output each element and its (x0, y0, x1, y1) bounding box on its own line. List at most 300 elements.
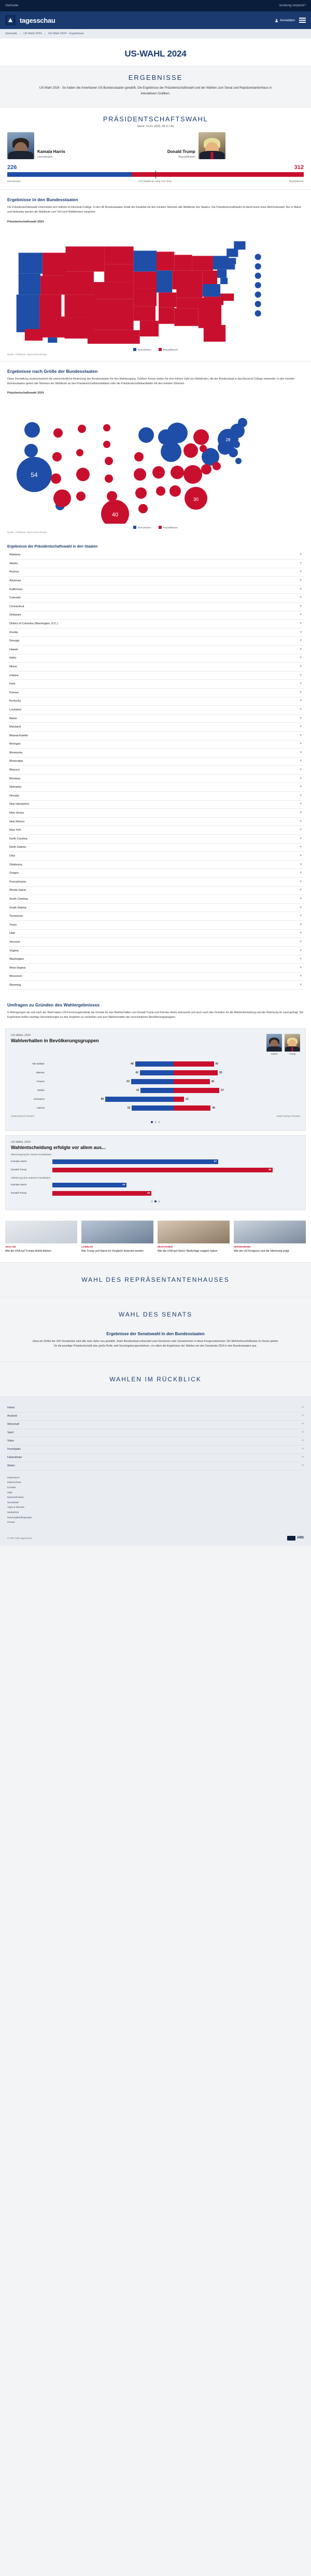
survey2-bar-category: Kamala Harris (11, 1160, 27, 1164)
senate-section-heading: WAHL DES SENATS (0, 1297, 311, 1332)
state-accordion-row[interactable] (7, 947, 304, 956)
footer-section-row[interactable] (7, 1421, 304, 1429)
state-accordion-label: South Dakota (9, 906, 26, 909)
carousel-dots[interactable] (11, 1121, 300, 1123)
chevron-down-icon: ˅ (302, 1464, 304, 1468)
footer-section-list[interactable] (7, 1404, 304, 1471)
state-accordion-label: Wisconsin (9, 975, 22, 978)
breadcrumb-sep-1: › (44, 32, 46, 35)
survey-bar-row (11, 1078, 300, 1085)
chevron-down-icon: ˅ (302, 1448, 304, 1451)
footer-link-list[interactable] (7, 1471, 304, 1532)
state-accordion-row[interactable] (7, 818, 304, 827)
survey-bar-right (174, 1097, 300, 1102)
state-accordion-row[interactable] (7, 887, 304, 895)
chevron-down-icon: ˅ (302, 1439, 304, 1443)
state-accordion-label: Oklahoma (9, 863, 22, 866)
state-accordion-row[interactable] (7, 723, 304, 732)
survey-bar-left-value: 48 (131, 1062, 134, 1066)
candidate-row (0, 128, 311, 159)
state-accordion-row[interactable] (7, 697, 304, 706)
state-accordion-row[interactable] (7, 611, 304, 620)
chevron-down-icon: ˅ (300, 777, 302, 780)
electoral-votes-republican: 312 (294, 164, 304, 171)
state-accordion-row[interactable] (7, 715, 304, 723)
state-accordion-label: Utah (9, 932, 16, 935)
survey-bar-zone (47, 1061, 300, 1067)
us-choropleth-svg[interactable] (7, 226, 304, 346)
legend-majority-note: 270 Wahlleute nötig zum Sieg (138, 180, 172, 183)
survey-bar-left-value: 53 (126, 1080, 130, 1084)
survey-bar-right-fill (174, 1105, 210, 1111)
ard-logo[interactable] (287, 1536, 304, 1541)
state-accordion-label: Minnesota (9, 751, 22, 754)
survey-card1-bars (11, 1060, 300, 1112)
state-accordion-label: Missouri (9, 768, 20, 772)
footer-bottom (0, 1532, 311, 1546)
state-accordion-row[interactable] (7, 620, 304, 628)
survey-bar-category: Männer (36, 1071, 45, 1074)
state-accordion-row[interactable] (7, 740, 304, 749)
map1-label: Präsidentschaftswahl 2024 (7, 220, 44, 223)
survey-bar-left-value: 85 (101, 1098, 104, 1101)
footer-section-label: Ausland (7, 1415, 17, 1418)
results-section-heading: ERGEBNISSE (0, 65, 311, 86)
footer-link[interactable]: Impressum (7, 1476, 20, 1479)
article-teaser[interactable] (234, 1221, 306, 1253)
avatar-harris (7, 132, 34, 159)
survey-card2-group1-label: Überzeugung für meinen Kandidaten (11, 1154, 52, 1157)
swatch-democrat-icon (133, 348, 136, 351)
state-accordion-row[interactable] (7, 680, 304, 689)
footer-link[interactable]: Apps & Dienste (7, 1506, 25, 1509)
map2-source-note: Quelle: AP/Edison, eigene Berechnung (7, 531, 47, 534)
article-teaser-row (0, 1214, 311, 1262)
survey-bar-right-fill (174, 1088, 219, 1093)
chevron-down-icon: ˅ (300, 837, 302, 841)
electoral-votes-democrat: 226 (7, 164, 17, 171)
survey-card1-legend-left: Anteil Harris in Prozent (11, 1115, 34, 1118)
state-accordion-row[interactable] (7, 861, 304, 870)
chevron-down-icon: ˅ (300, 923, 302, 927)
survey-bar-row (11, 1060, 300, 1068)
survey-bar-left-fill (140, 1070, 174, 1075)
state-accordion-title: Ergebnisse der Präsidentschaftswahl in den Staaten (0, 539, 311, 551)
main-header-bar (0, 11, 311, 29)
chevron-down-icon: ˅ (302, 1431, 304, 1435)
survey-bar-right-fill (174, 1061, 214, 1067)
state-accordion-row[interactable] (7, 964, 304, 973)
state-accordion-label: Texas (9, 923, 17, 927)
survey-bar-right (174, 1105, 300, 1111)
state-accordion-row[interactable] (7, 663, 304, 671)
svg-text:28: 28 (225, 438, 231, 443)
map2-legend-democrat: Demokraten (133, 526, 151, 529)
teaser-title: Wie Trump und Harris im Vergleich bewertet werden (81, 1250, 144, 1253)
survey2-bar-track (52, 1191, 300, 1196)
state-accordion-row[interactable] (7, 930, 304, 939)
candidate-democrat (7, 132, 144, 159)
state-accordion-label: Alaska (9, 562, 18, 565)
survey2-bar-value: 30 (122, 1184, 125, 1187)
avatar-trump (199, 132, 225, 159)
chevron-down-icon: ˅ (300, 587, 302, 591)
chevron-down-icon: ˅ (300, 708, 302, 711)
footer-section-label: Video (7, 1439, 15, 1443)
survey2-bar-category: Kamala Harris (11, 1184, 27, 1187)
swatch-republican-icon (159, 526, 162, 529)
state-accordion-row[interactable] (7, 955, 304, 964)
state-accordion-row[interactable] (7, 577, 304, 585)
state-accordion-row[interactable] (7, 973, 304, 982)
survey-bar-left-fill (131, 1079, 174, 1084)
state-accordion-label: Wyoming (9, 983, 21, 987)
chevron-down-icon: ˅ (300, 562, 302, 565)
footer-link[interactable]: Mediathek (7, 1511, 19, 1514)
state-accordion-row[interactable] (7, 783, 304, 792)
survey-card1-head (11, 1034, 300, 1055)
footer-section-row[interactable] (7, 1454, 304, 1462)
survey-bar-category: Frauen (36, 1080, 45, 1083)
us-bubble-svg[interactable] (7, 397, 304, 524)
map1-text: Die Präsidentschaftswahl entscheidet sich indirekt im Electoral College. In den 48 Bundesstaaten erhält der Kandidat mit den meisten Stimmen alle Wahlleute des Staates. Die Präsidentschaftswahl ist damit keine reine Mehrheitswahl. Nur in Maine und Nebraska werden die Wahlleute zum Teil nach Wahlkreisen vergeben. (7, 206, 301, 214)
chevron-down-icon: ˅ (300, 622, 302, 625)
survey-bar-left-value: 42 (135, 1071, 138, 1075)
state-accordion-row[interactable] (7, 628, 304, 637)
chevron-down-icon: ˅ (300, 674, 302, 677)
chevron-down-icon: ˅ (300, 820, 302, 823)
chevron-down-icon: ˅ (300, 863, 302, 866)
senate-text: Etwa ein Drittel der 100 Senatssitze wird alle zwei Jahre neu gewählt. Jeder Bundesstaat entsendet zwei Senatoren oder Senatorinnen in diese Kongresskammer. Die Mehrheitsverhältnisse im Senat spielen für die jeweilige Präsidentschaft eine große Rolle, weil Gesetzgebungsverfahren, vor allem die Ergebnisse der Wahlen um den Senatssitz 2024 in den Bundesstaaten aus. (33, 1339, 278, 1348)
survey-text: In Befragungen am und nach der Wahl haben US-Forschungsinstitute die Gründe für das Wahlverhalten von Donald Trump und Kamala Harris untersucht und auch nach den Gründen für die Wahlentscheidung und die Stimmung im Land gefragt. Die Ergebnisse helfen wichtige Verschiebungen zu den Vorjahren zu verstehen und zum Wahlverhalten der verschiedenen Bevölkerungsgruppen. (7, 1011, 304, 1019)
footer-section-row[interactable] (7, 1412, 304, 1421)
state-accordion-row[interactable] (7, 938, 304, 947)
footer-link[interactable]: Barrierefreiheit (7, 1496, 24, 1500)
chevron-down-icon: ˅ (300, 829, 302, 832)
chevron-down-icon: ˅ (300, 794, 302, 797)
carousel-dot-3[interactable] (158, 1121, 160, 1123)
state-accordion-label: Connecticut (9, 605, 24, 608)
state-accordion-row[interactable] (7, 758, 304, 766)
state-accordion-label: Louisiana (9, 708, 22, 711)
candidate-democrat-meta (37, 149, 65, 159)
survey-card-motivation (5, 1135, 306, 1210)
state-accordion-row[interactable] (7, 559, 304, 568)
brand-name[interactable]: tagesschau (20, 16, 55, 24)
survey-bar-right-fill (174, 1079, 210, 1084)
chevron-down-icon: ˅ (300, 751, 302, 754)
footer-section-row[interactable] (7, 1462, 304, 1471)
survey-bar-right (174, 1070, 300, 1075)
article-teaser[interactable] (158, 1221, 230, 1253)
survey-card2-group2-bars (11, 1182, 300, 1197)
footer-section-row[interactable] (7, 1429, 304, 1437)
chevron-down-icon: ˅ (300, 786, 302, 789)
carousel-dots-2[interactable] (11, 1200, 300, 1202)
state-accordion-label: Massachusetts (9, 734, 28, 737)
article-teaser[interactable] (5, 1221, 77, 1253)
state-accordion-row[interactable] (7, 551, 304, 559)
presidential-result-card (0, 108, 311, 189)
teaser-title: Wie die USA auf Trumps Antritt blicken (5, 1250, 51, 1253)
chevron-down-icon: ˅ (300, 906, 302, 909)
state-accordion-row[interactable] (7, 775, 304, 783)
chevron-down-icon: ˅ (300, 889, 302, 892)
chevron-down-icon: ˅ (300, 966, 302, 970)
map1-legend-democrat: Demokraten (133, 348, 151, 352)
survey2-bar-fill (52, 1191, 151, 1196)
carousel2-dot-1[interactable] (151, 1200, 153, 1202)
survey2-bar-track (52, 1168, 300, 1172)
electoral-vote-bar (7, 172, 304, 177)
survey-bar-left (47, 1070, 174, 1075)
footer-link[interactable]: Presse (7, 1521, 15, 1524)
chevron-down-icon: ˅ (300, 846, 302, 849)
chevron-down-icon: ˅ (300, 639, 302, 643)
teaser-title: Wie der US-Kongress und die Stimmung prägt (234, 1250, 289, 1253)
senate-results-block (0, 1332, 311, 1362)
svg-text:40: 40 (111, 512, 119, 519)
state-accordion-label: Tennessee (9, 915, 23, 918)
survey-bar-category: Latinos (36, 1107, 45, 1110)
swatch-republican-icon (159, 348, 162, 351)
survey-bar-right-value: 50 (215, 1062, 219, 1066)
results-section-intro: US-Wahl 2024 - So haben die Amerikaner US-Bundesstaaten gewählt. Die Ergebnisse der Präsidentschaftswahl und der Wahlen zum Senat und Repräsentantenhaus in interaktiven Grafiken. (0, 86, 311, 108)
footer-section-label: Wirtschaft (7, 1423, 20, 1426)
state-accordion-row[interactable] (7, 603, 304, 611)
senate-inner (0, 1332, 311, 1349)
tagesschau-logo-icon[interactable] (5, 15, 16, 25)
carousel2-dot-3[interactable] (158, 1200, 160, 1202)
state-accordion-label: New Mexico (9, 820, 25, 823)
legend-democrat: Demokraten (7, 180, 21, 183)
state-accordion-label: Colorado (9, 596, 21, 600)
survey-bar-row (11, 1087, 300, 1094)
state-accordion-row[interactable] (7, 904, 304, 913)
survey-card2-group1-bars (11, 1158, 300, 1173)
state-accordion-row[interactable] (7, 646, 304, 654)
electoral-bar-democrat (7, 172, 132, 177)
survey-bar-left-value: 52 (127, 1107, 131, 1110)
map2-text: Diese Darstellung veränschaulicht die unterschiedliche Bedeutung der Bundesstaaten für den Wahlausgang. Größere Kreise stehen für eine höhere Zahl von Wahlleuten, die der Bundesstaat in das Electoral College entsendet. In den meisten Bundesstaaten gehen alle Stimmen der Wahlleute an den Präsidentschaftskandidaten oder die Präsidentschaftskandidatin mit den meisten Stimmen. (7, 377, 295, 386)
state-accordion-row[interactable] (7, 981, 304, 990)
state-accordion-row[interactable] (7, 878, 304, 887)
state-accordion-label: North Carolina (9, 837, 27, 841)
teaser-image (5, 1221, 77, 1243)
footer-link[interactable]: Kontakt (7, 1486, 16, 1489)
chevron-down-icon: ˅ (300, 725, 302, 729)
state-accordion-row[interactable] (7, 869, 304, 878)
state-accordion-label: West Virginia (9, 966, 26, 970)
map1-legend-republican: Republikaner (159, 348, 178, 352)
login-button[interactable] (275, 19, 295, 22)
chevron-down-icon: ˅ (300, 596, 302, 600)
state-accordion-row[interactable] (7, 568, 304, 577)
teaser-kicker: REAKTIONEN (158, 1245, 173, 1249)
footer-section-row[interactable] (7, 1437, 304, 1446)
survey-card1-kicker: US-WAHL 2024 (11, 1034, 31, 1038)
breadcrumb-item-1[interactable]: US-Wahl 2024 (23, 32, 42, 35)
legend-republican: Republikaner (289, 180, 304, 183)
state-accordion-label: Michigan (9, 743, 21, 746)
chevron-down-icon: ˅ (300, 691, 302, 694)
state-accordion-label: Pennsylvania (9, 880, 26, 884)
survey2-bar-value: 67 (214, 1160, 217, 1164)
chevron-down-icon: ˅ (300, 983, 302, 987)
candidate-republican-name: Donald Trump (167, 149, 195, 154)
state-accordion-row[interactable] (7, 732, 304, 740)
survey-bar-left (47, 1079, 174, 1084)
survey2-bar-row (11, 1167, 300, 1173)
state-accordion-row[interactable] (7, 801, 304, 809)
state-accordion-label: Washington (9, 958, 24, 961)
survey-bar-right-value: 55 (219, 1071, 222, 1075)
chevron-down-icon: ˅ (300, 648, 302, 651)
carousel-dot-2[interactable] (154, 1121, 157, 1123)
state-accordion-label: North Dakota (9, 846, 26, 849)
breadcrumb-item-0[interactable]: Startseite (5, 32, 18, 35)
survey-card2-kicker: US-WAHL 2024 (11, 1141, 31, 1144)
thumb-harris (266, 1034, 282, 1055)
survey-bar-zone (47, 1070, 300, 1075)
candidate-democrat-party: Demokraten (37, 155, 53, 159)
state-accordion-label: Iowa (9, 682, 16, 686)
footer-section-label: Inland (7, 1406, 15, 1410)
state-accordion-row[interactable] (7, 895, 304, 904)
state-accordion-label: Georgia (9, 639, 20, 643)
svg-text:54: 54 (31, 471, 38, 479)
chevron-down-icon: ˅ (300, 803, 302, 806)
chevron-down-icon: ˅ (300, 631, 302, 634)
survey-bar-left (47, 1088, 174, 1093)
state-accordion-row[interactable] (7, 826, 304, 835)
state-accordion-row[interactable] (7, 671, 304, 680)
state-accordion-row[interactable] (7, 749, 304, 758)
state-accordion-row[interactable] (7, 766, 304, 775)
electoral-vote-bar-wrap (0, 159, 311, 179)
chevron-down-icon: ˅ (300, 932, 302, 935)
chevron-down-icon: ˅ (300, 958, 302, 961)
map1-legend (7, 346, 304, 352)
survey-intro (0, 995, 311, 1025)
state-accordion-label: New Hampshire (9, 803, 30, 806)
page-title: US-WAHL 2024 (124, 49, 187, 59)
survey2-bar-row (11, 1182, 300, 1188)
state-accordion-row[interactable] (7, 835, 304, 844)
us-bubble-map[interactable] (7, 397, 304, 524)
survey-bar-left-value: 41 (136, 1089, 139, 1093)
footer-section-label: Faktenfinder (7, 1456, 22, 1460)
state-accordion-label: Rhode Island (9, 889, 26, 892)
state-accordion-row[interactable] (7, 585, 304, 594)
chevron-down-icon: ˅ (300, 656, 302, 660)
footer-link[interactable]: Nutzungsbedingungen (7, 1516, 33, 1519)
state-accordion[interactable] (0, 551, 311, 995)
electoral-bar-legend (0, 179, 311, 189)
footer-link[interactable]: Datenschutz (7, 1481, 21, 1485)
chevron-down-icon: ˅ (300, 897, 302, 901)
state-accordion-label: Montana (9, 777, 20, 780)
electoral-vote-numbers (7, 164, 304, 171)
chevron-down-icon: ˅ (300, 613, 302, 617)
top-utility-bar (0, 0, 311, 11)
state-accordion-row[interactable] (7, 654, 304, 663)
topbar-link-home[interactable]: Startseite (5, 4, 19, 7)
carousel-dot-1[interactable] (151, 1121, 153, 1123)
state-accordion-row[interactable] (7, 844, 304, 852)
survey2-bar-value: 40 (147, 1192, 150, 1195)
state-accordion-row[interactable] (7, 637, 304, 646)
footer-section-row[interactable] (7, 1404, 304, 1412)
survey-bar-right (174, 1088, 300, 1093)
menu-button[interactable] (299, 18, 306, 23)
chevron-down-icon: ˅ (300, 872, 302, 875)
chevron-down-icon: ˅ (300, 811, 302, 815)
chevron-down-icon: ˅ (300, 743, 302, 746)
teaser-image (81, 1221, 153, 1243)
map1-source-note: Quelle: AP/Edison, eigene Berechnung (7, 353, 47, 356)
chevron-down-icon: ˅ (300, 975, 302, 978)
footer-link[interactable]: Newsletter (7, 1501, 19, 1504)
carousel2-dot-2[interactable] (154, 1200, 157, 1202)
footer-section-row[interactable] (7, 1446, 304, 1454)
footer-section-label: Wetter (7, 1464, 16, 1468)
state-accordion-label: Nebraska (9, 786, 22, 789)
state-accordion-row[interactable] (7, 689, 304, 697)
topbar-link-missed[interactable]: Sendung verpasst? (279, 4, 306, 7)
chevron-down-icon: ˅ (302, 1406, 304, 1410)
state-accordion-row[interactable] (7, 792, 304, 801)
survey-bar-zone (47, 1097, 300, 1102)
thumb-harris-label: Harris (271, 1053, 278, 1056)
survey-bar-left-fill (140, 1088, 174, 1093)
state-accordion-row[interactable] (7, 912, 304, 921)
chevron-down-icon: ˅ (300, 760, 302, 763)
state-accordion-row[interactable] (7, 921, 304, 930)
state-accordion-label: Delaware (9, 613, 21, 617)
thumb-trump-label: Trump (289, 1053, 296, 1056)
survey-card-demographics (5, 1028, 306, 1131)
state-accordion-row[interactable] (7, 852, 304, 861)
teaser-image (158, 1221, 230, 1243)
survey2-bar-fill (52, 1168, 273, 1172)
footer-section-label: Sport (7, 1431, 14, 1435)
survey2-bar-value: 89 (268, 1169, 272, 1172)
survey-bar-row (11, 1104, 300, 1112)
us-choropleth-map[interactable] (7, 226, 304, 346)
teaser-kicker: ANALYSE (5, 1245, 16, 1249)
footer-link[interactable]: Hilfe (7, 1491, 12, 1494)
map1-title: Ergebnisse in den Bundesstaaten (7, 197, 78, 202)
chevron-down-icon: ˅ (302, 1423, 304, 1426)
chevron-down-icon: ˅ (300, 915, 302, 918)
survey2-bar-fill (52, 1159, 218, 1164)
login-label: Anmelden (279, 18, 295, 22)
state-accordion-label: Idaho (9, 656, 17, 660)
chevron-down-icon: ˅ (300, 768, 302, 772)
state-accordion-row[interactable] (7, 594, 304, 603)
teaser-title: Wie die USA auf Harris' Niederlage reagiert haben (158, 1250, 218, 1253)
state-accordion-label: Mississippi (9, 760, 23, 763)
electoral-bar-republican (132, 172, 304, 177)
state-accordion-row[interactable] (7, 706, 304, 715)
thumb-trump (285, 1034, 300, 1055)
state-accordion-label: Kansas (9, 691, 19, 694)
candidate-republican (167, 132, 304, 159)
map2-legend-republican: Republikaner (159, 526, 178, 529)
article-teaser[interactable] (81, 1221, 153, 1253)
state-accordion-row[interactable] (7, 809, 304, 818)
